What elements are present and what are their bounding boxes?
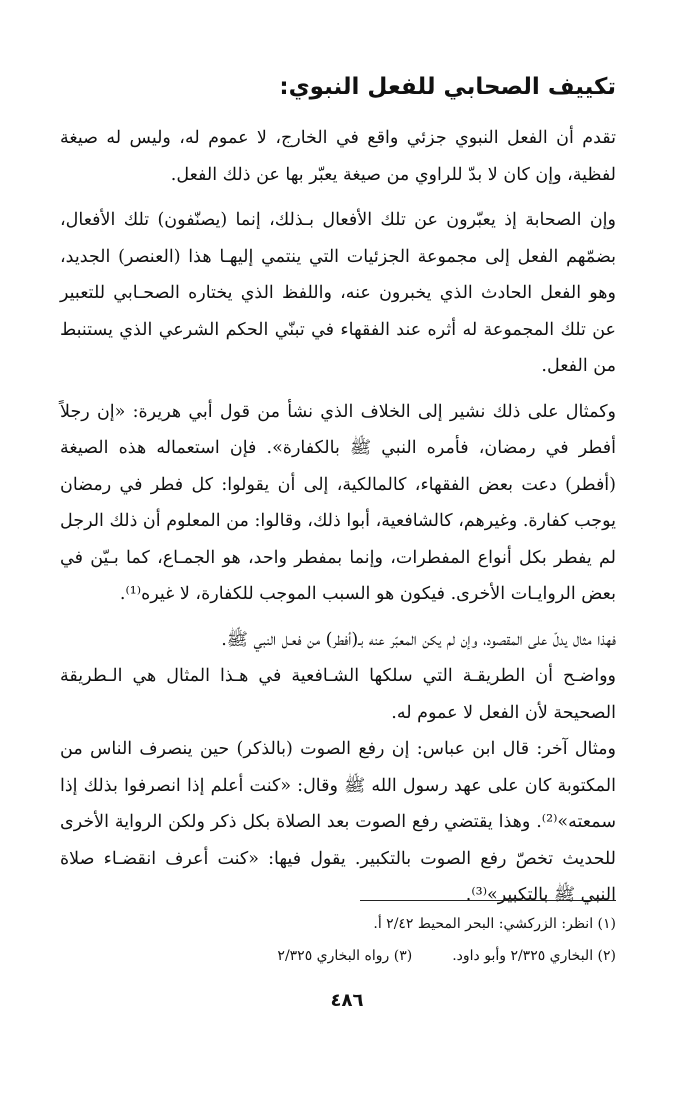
section-heading: تكييف الصحابي للفعل النبوي:	[279, 74, 616, 100]
page-number: ٤٨٦	[330, 990, 364, 1011]
footnote-divider	[360, 900, 616, 901]
footnotes	[60, 908, 616, 972]
paragraph-classification: وإن الصحابة إذ يعبّرون عن تلك الأفعال بـذلك، إنما (يصنّفون) تلك الأفعال، بضمّهم الفعل إلى مجموعة الجزئيات التي ينتمي إليهـا هذا (العنصر) الجديد، وهو الفعل الحادث الذي يخبرون عنه، واللفظ الذي يختاره الصحـابي للتعبير عن تلك المجموعة له أثره عند الفقهاء في تبنّي الحكم الشرعي الذي يستنبط من الفعل.	[60, 210, 616, 376]
paragraph-example-ramadan: وكمثال على ذلك نشير إلى الخلاف الذي نشأ من قول أبي هريرة: «إن رجلاً أفطر في رمضان، فأمره النبي ﷺ بالكفارة». فإن استعماله هذه الصيغة (أفطر) دعت بعض الفقهاء، كالمالكية، إلى أن يقولوا: كل فطر في رمضان يوجب كفارة. وغيرهم، كالشافعية، أبوا ذلك، وقالوا: من المعلوم أن ذلك الرجل لم يفطر بكل أنواع المفطرات، وإنما بمفطر واحد، هو الجمـاع، كما بـيّن في بعض الروايـات الأخرى. فيكون هو السبب الموجب للكفارة، لا غيره⁽¹⁾.	[60, 401, 616, 604]
paragraph-shafii-method: وواضـح أن الطريقـة التي سلكها الشـافعية في هـذا المثال هي الـطريقة الصحيحة لأن الفعل لا عموم له.	[60, 666, 616, 723]
paragraph-second-example: ومثال آخر: قال ابن عباس: إن رفع الصوت (بالذكر) حين ينصرف الناس من المكتوبة كان على عهد رسول الله ﷺ وقال: «كنت أعلم إذا انصرفوا بذلك إذا سمعته»⁽²⁾. وهذا يقتضي رفع الصوت بعد الصلاة بكل ذكر ولكن الرواية الأخرى للحديث تخصّ رفع الصوت بالتكبير. يقول فيها: «كنت أعرف انقضـاء صلاة النبي ﷺ بالتكبير»⁽³⁾.	[60, 739, 616, 905]
footnote-1: (١) انظر: الزركشي: البحر المحيط ٢/٤٢ أ.	[373, 916, 616, 932]
paragraph-intro: تقدم أن الفعل النبوي جزئي واقع في الخارج، لا عموم له، وليس له صيغة لفظية، وإن كان لا بدّ للراوي من صيغة يعبّر بها عن ذلك الفعل.	[60, 128, 616, 185]
footnote-2: (٢) البخاري ٢/٣٢٥ وأبو داود.	[452, 948, 616, 964]
footnote-3: (٣) رواه البخاري ٢/٣٢٥	[277, 948, 413, 964]
footnote-row	[60, 940, 616, 972]
paragraph-example-conclusion: فهذا مثال يدلّ على المقصود، وإن لم يكن المعبّر عنه بـ(أفطر) من فعـل النبي ﷺ.	[221, 629, 616, 650]
